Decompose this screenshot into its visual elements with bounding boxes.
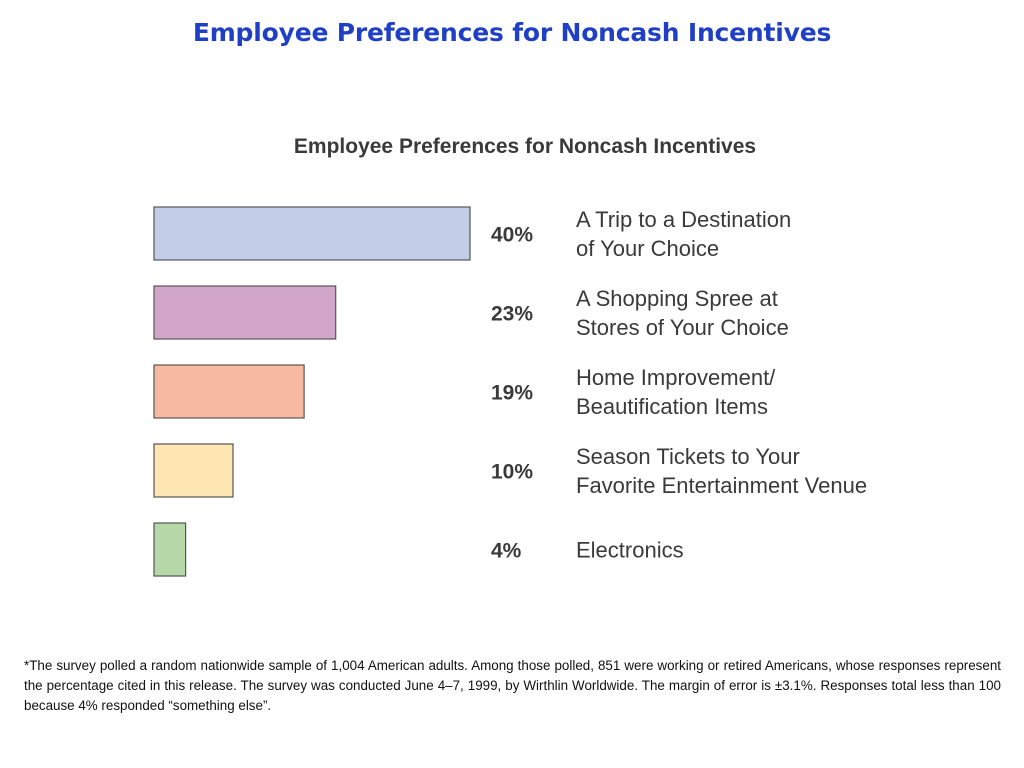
value-label-4: 10%	[491, 460, 534, 484]
slide-title: Employee Preferences for Noncash Incentives	[192, 18, 832, 47]
bar-5	[154, 523, 186, 576]
bar-2	[154, 286, 336, 339]
bar-4	[154, 444, 233, 497]
category-label-2-line-1: A Shopping Spree at	[576, 286, 778, 311]
chart-title: Employee Preferences for Noncash Incentives	[293, 135, 757, 158]
category-label-2-line-2: Stores of Your Choice	[576, 315, 789, 340]
value-label-1: 40%	[491, 223, 534, 247]
bars-group	[154, 207, 867, 576]
category-label-3-line-1: Home Improvement/	[576, 365, 776, 390]
value-label-5: 4%	[491, 539, 522, 563]
survey-footnote: *The survey polled a random nationwide sample of 1,004 American adults. Among those polled, 851 were working or retired Americans, whose responses represent the percentage cited in this release. The survey was conducted June 4–7, 1999, by Wirthlin Worldwide. The margin of error is ±3.1%. Responses total less than 100 because 4% responded “something else”.	[24, 658, 1001, 713]
bar-1	[154, 207, 470, 260]
category-label-3-line-2: Beautification Items	[576, 394, 768, 419]
category-label-1-line-2: of Your Choice	[576, 236, 720, 261]
bar-3	[154, 365, 304, 418]
category-label-5-line-1: Electronics	[576, 537, 684, 563]
category-label-4-line-2: Favorite Entertainment Venue	[576, 473, 868, 498]
value-label-2: 23%	[491, 302, 534, 326]
category-label-4-line-1: Season Tickets to Your	[576, 444, 800, 469]
value-label-3: 19%	[491, 381, 534, 405]
category-label-1-line-1: A Trip to a Destination	[576, 207, 792, 232]
